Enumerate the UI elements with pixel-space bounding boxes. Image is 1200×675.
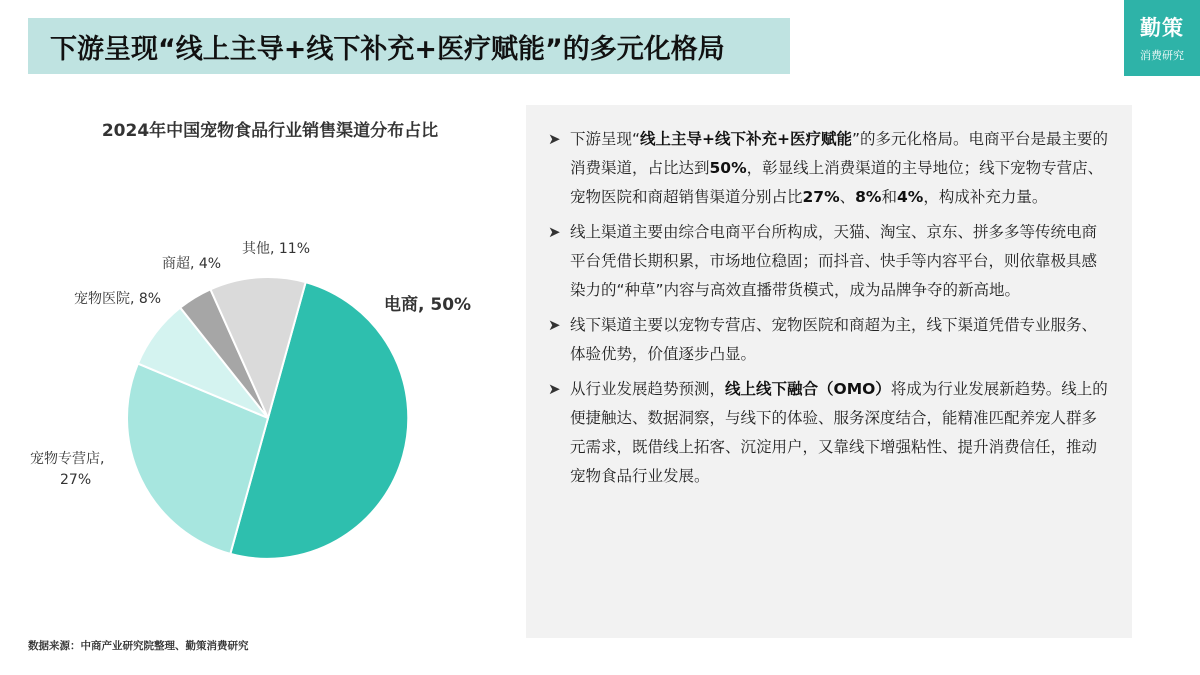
bullet-text (570, 125, 1110, 212)
bullet-item (548, 125, 1110, 212)
arrow-bullet-icon: ➤ (548, 380, 561, 398)
bullet-emphasis: 4% (896, 188, 924, 206)
bullet-emphasis: 8% (855, 188, 882, 206)
page-title: 下游呈现“线上主导+线下补充+医疗赋能”的多元化格局 (50, 33, 725, 65)
bullet-segment: ，构成补充力量。 (923, 188, 1048, 206)
bullet-segment: 和 (881, 188, 897, 206)
bullet-item (548, 311, 1110, 369)
bullet-segment: 从行业发展趋势预测， (570, 380, 726, 398)
bullet-segment: 、 (839, 188, 856, 206)
bullet-text (570, 375, 1110, 491)
arrow-bullet-icon: ➤ (548, 223, 561, 241)
bullet-segment: 下游呈现“ (570, 130, 641, 148)
brand-name: 勤策 (1140, 16, 1184, 40)
data-source: 数据来源：中商产业研究院整理、勤策消费研究 (28, 640, 249, 652)
label-pet-hospital: 宠物医院, 8% (74, 291, 162, 307)
bullet-text (570, 218, 1110, 305)
label-other: 其他, 11% (242, 241, 311, 257)
label-pet-store: 宠物专营店, 27% (30, 451, 105, 488)
brand-subtitle: 消费研究 (1140, 49, 1184, 62)
arrow-bullet-icon: ➤ (548, 130, 561, 148)
bullet-segment: ，彰显线上消费渠道的主导地位；线下宠物专营店、宠物医院和商超销售渠道分别占比 (570, 159, 1104, 206)
chart-title: 2024年中国宠物食品行业销售渠道分布占比 (101, 121, 439, 141)
bullet-emphasis: 线上主导+线下补充+医疗赋能 (640, 130, 853, 148)
bullet-item (548, 218, 1110, 305)
label-ecommerce: 电商, 50% (384, 295, 472, 315)
arrow-bullet-icon: ➤ (548, 316, 561, 334)
summary-panel (526, 105, 1132, 638)
pie-chart (0, 0, 520, 640)
bullet-segment: ”的多元化格局。电商平台是最主要的消费渠道，占比达到 (570, 130, 1109, 177)
bullet-segment: 线上渠道主要由综合电商平台所构成，天猫、淘宝、京东、拼多多等传统电商平台凭借长期积累，市场地位稳固；而抖音、快手等内容平台，则依靠极具感染力的“种草”内容与高效直播带货模式，成为品牌争夺的新高地。 (570, 223, 1098, 299)
label-supermarket: 商超, 4% (162, 256, 222, 272)
brand-logo (1124, 0, 1200, 76)
bullet-segment: 将成为行业发展新趋势。线上的便捷触达、数据洞察，与线下的体验、服务深度结合，能精准匹配养宠人群多元需求，既借线上拓客、沉淀用户，又靠线下增强粘性、提升消费信任，推动宠物食品行业发展。 (570, 380, 1108, 485)
bullet-segment: 线下渠道主要以宠物专营店、宠物医院和商超为主，线下渠道凭借专业服务、体验优势，价值逐步凸显。 (570, 316, 1098, 363)
bullet-emphasis: 50% (709, 159, 747, 177)
bullet-text (570, 311, 1110, 369)
bullet-emphasis: 线上线下融合（OMO） (725, 380, 891, 398)
bullet-emphasis: 27% (802, 188, 840, 206)
bullet-item (548, 375, 1110, 491)
bullet-list (548, 125, 1110, 491)
